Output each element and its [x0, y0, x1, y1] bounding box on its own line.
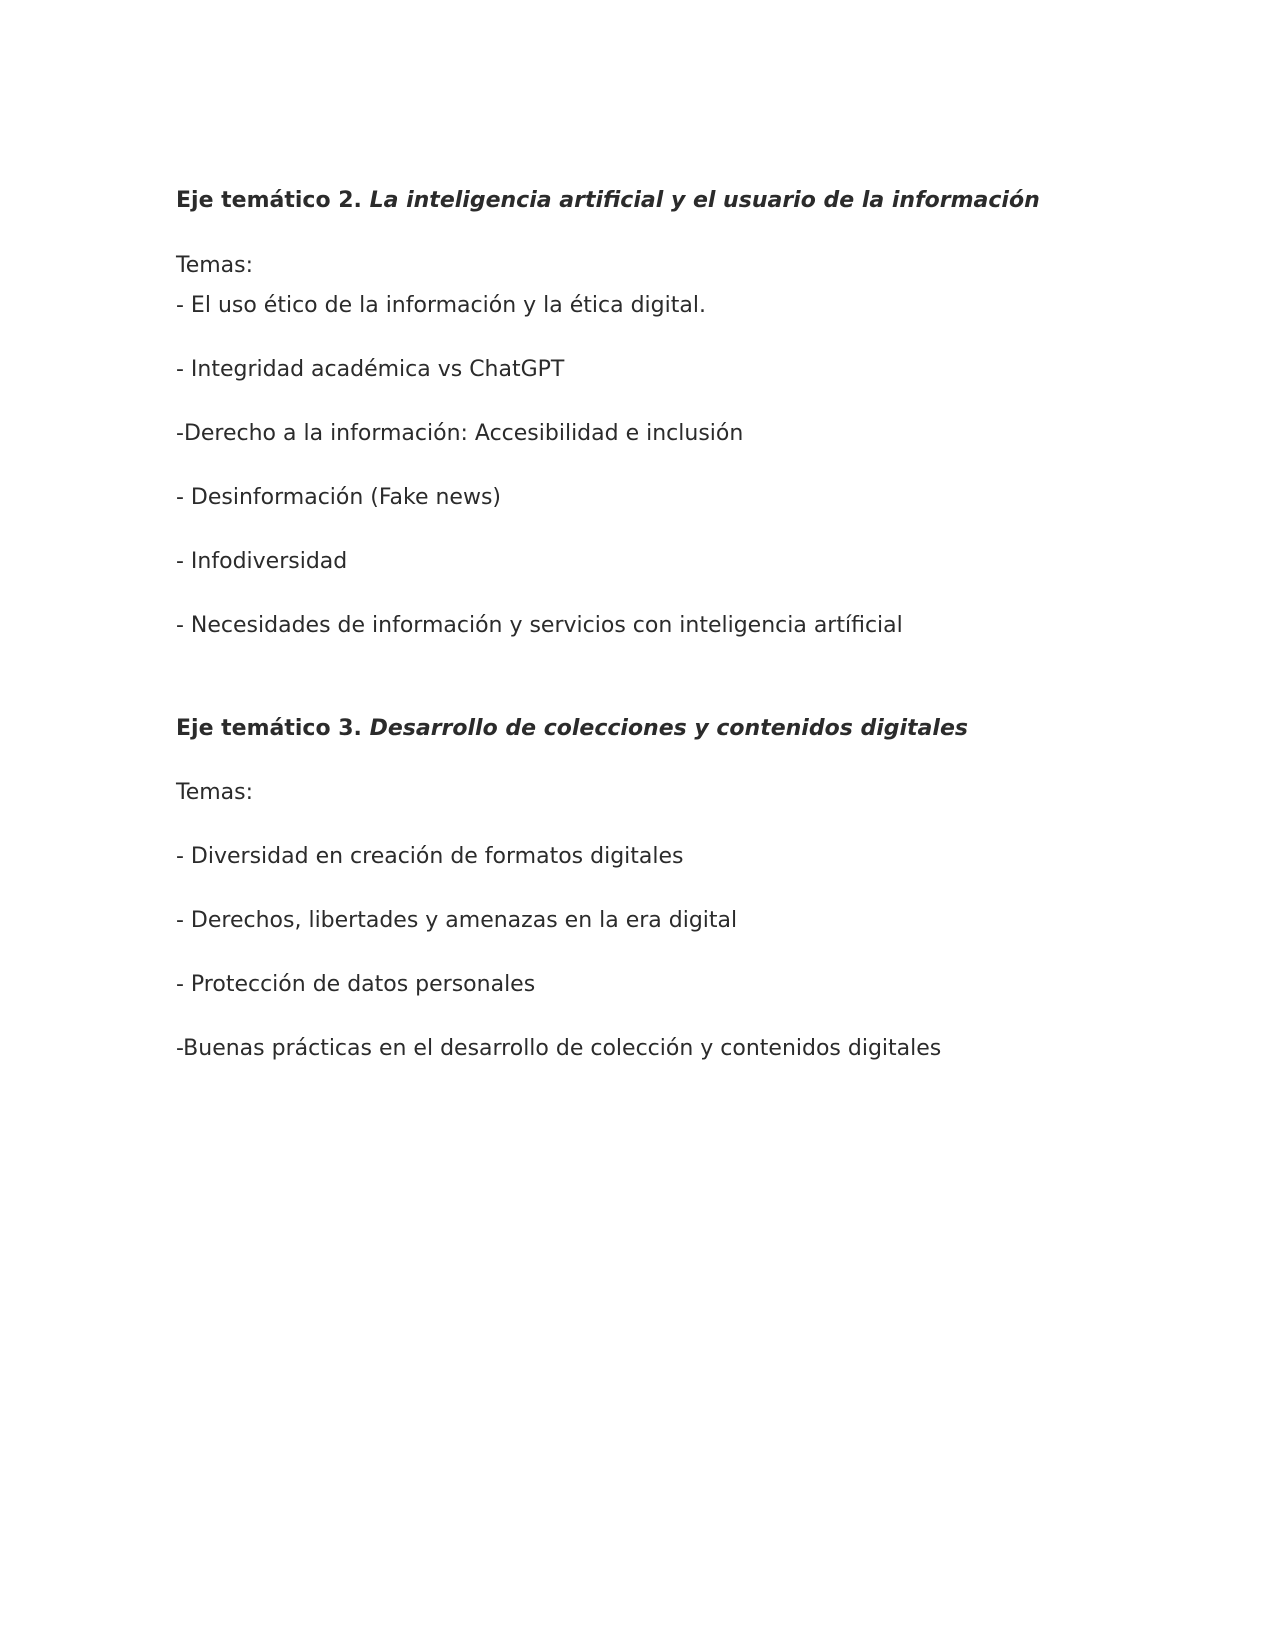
section-2-heading: [176, 187, 1040, 215]
section-3-topic-item: - Protección de datos personales: [176, 972, 536, 997]
section-2-topic-item: -Derecho a la información: Accesibilidad e inclusión: [176, 421, 744, 446]
section-3-topic-item: - Diversidad en creación de formatos digitales: [176, 844, 684, 869]
section-3-topic-item: - Derechos, libertades y amenazas en la era digital: [176, 908, 738, 933]
section-2-topic-item: - Desinformación (Fake news): [176, 485, 502, 510]
section-2-topic-item: - El uso ético de la información y la ética digital.: [176, 293, 706, 318]
section-3-heading: [176, 715, 968, 743]
section-3-topics-label: Temas:: [176, 780, 254, 805]
section-2-topic-item: - Necesidades de información y servicios con inteligencia artíficial: [176, 613, 903, 638]
section-2-heading-title: La inteligencia artificial y el usuario de la información: [369, 188, 1040, 213]
section-2-topic-item: - Integridad académica vs ChatGPT: [176, 357, 565, 382]
section-2-heading-prefix: Eje temático 2.: [176, 188, 362, 213]
section-3-heading-title: Desarrollo de colecciones y contenidos digitales: [369, 716, 968, 741]
section-3-topic-item: -Buenas prácticas en el desarrollo de colección y contenidos digitales: [176, 1036, 942, 1061]
section-2-topic-item: - Infodiversidad: [176, 549, 348, 574]
section-2-topics-label: Temas:: [176, 253, 254, 278]
section-3-heading-prefix: Eje temático 3.: [176, 716, 362, 741]
